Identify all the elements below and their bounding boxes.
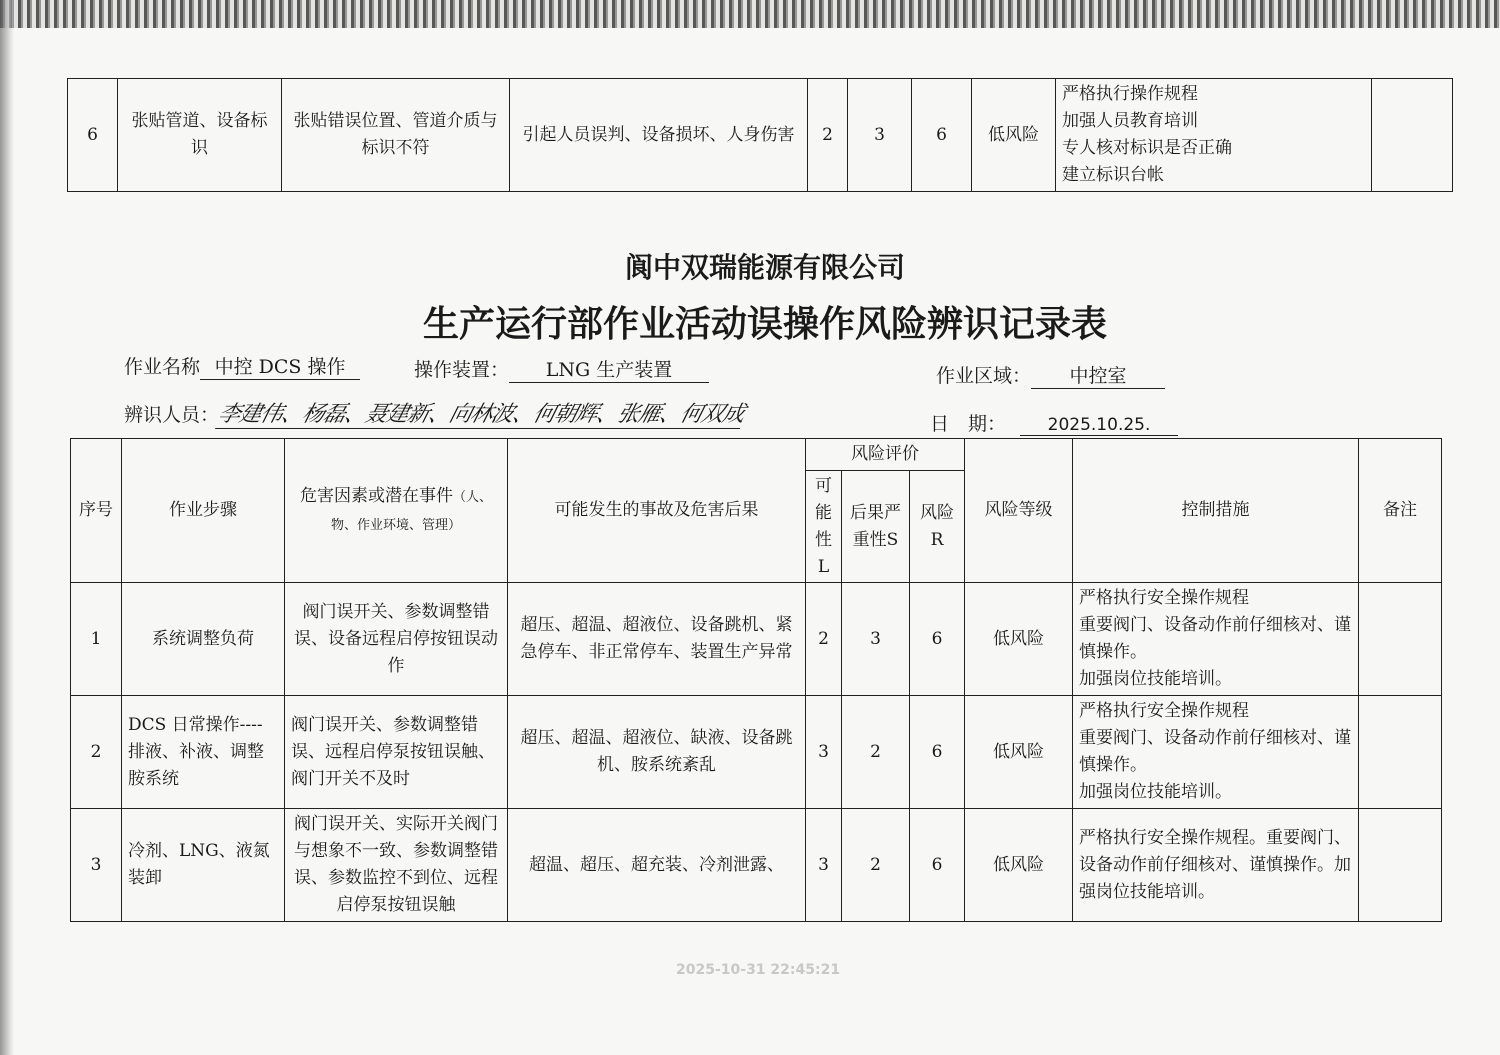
row-step: 张贴管道、设备标识 <box>118 79 282 192</box>
col-header-severity: 后果严重性S <box>842 471 910 583</box>
row-likelihood: 2 <box>806 583 842 696</box>
device-value: LNG 生产装置 <box>509 355 709 383</box>
job-name-value: 中控 DCS 操作 <box>200 352 360 380</box>
previous-page-table <box>67 78 1453 192</box>
row-severity: 3 <box>848 79 912 192</box>
row-step: 系统调整负荷 <box>122 583 285 696</box>
table-row <box>68 79 1453 192</box>
measure-line: 加强岗位技能培训。 <box>1079 782 1232 802</box>
measure-line: 严格执行安全操作规程。重要阀门、设备动作前仔细核对、谨慎操作。加强岗位技能培训。 <box>1079 827 1351 902</box>
row-remark <box>1359 583 1442 696</box>
row-measures <box>1073 696 1359 809</box>
row-risk-level: 低风险 <box>972 79 1056 192</box>
table-row <box>71 583 1442 696</box>
photo-timestamp: 2025-10-31 22:45:21 <box>676 962 841 978</box>
row-measures <box>1073 809 1359 922</box>
measure-line: 专人核对标识是否正确 <box>1062 138 1232 158</box>
measure-line: 重要阀门、设备动作前仔细核对、谨慎操作。 <box>1079 615 1351 662</box>
col-header-remark: 备注 <box>1359 439 1442 583</box>
measure-line: 严格执行安全操作规程 <box>1079 701 1249 721</box>
col-header-measures: 控制措施 <box>1073 439 1359 583</box>
row-risk: 6 <box>910 583 965 696</box>
row-number: 1 <box>71 583 122 696</box>
page-title: 生产运行部作业活动误操作风险辨识记录表 <box>422 304 1107 345</box>
job-name-label: 作业名称 <box>124 356 201 378</box>
area-field <box>936 361 1165 389</box>
row-likelihood: 3 <box>806 696 842 809</box>
row-consequence: 引起人员误判、设备损坏、人身伤害 <box>510 79 808 192</box>
row-remark <box>1372 79 1453 192</box>
row-consequence: 超压、超温、超液位、缺液、设备跳机、胺系统紊乱 <box>508 696 806 809</box>
company-name: 阆中双瑞能源有限公司 <box>624 251 905 284</box>
row-remark <box>1359 696 1442 809</box>
col-header-likelihood: 可能性L <box>806 471 842 583</box>
row-hazard: 张贴错误位置、管道介质与标识不符 <box>282 79 510 192</box>
col-header-step: 作业步骤 <box>122 439 285 583</box>
row-step: DCS 日常操作----排液、补液、调整胺系统 <box>122 696 285 809</box>
col-header-no: 序号 <box>71 439 122 583</box>
row-measures <box>1056 79 1372 192</box>
row-severity: 2 <box>842 696 910 809</box>
risk-table <box>70 438 1442 922</box>
row-consequence: 超温、超压、超充装、冷剂泄露、 <box>508 809 806 922</box>
measure-line: 严格执行安全操作规程 <box>1079 588 1249 608</box>
table-row <box>71 809 1442 922</box>
row-risk-level: 低风险 <box>965 809 1073 922</box>
row-likelihood: 2 <box>808 79 848 192</box>
job-name-field <box>124 352 360 380</box>
row-severity: 3 <box>842 583 910 696</box>
table-row <box>71 696 1442 809</box>
identifier-field <box>124 397 747 429</box>
hazard-header-note: （人、物、作业环境、管理） <box>330 489 492 533</box>
identifier-signature: 李建伟、杨磊、聂建新、向林波、何朝辉、张雁、何双成 <box>215 397 748 429</box>
row-hazard: 阀门误开关、参数调整错误、远程启停泵按钮误触、阀门开关不及时 <box>285 696 508 809</box>
row-measures <box>1073 583 1359 696</box>
row-hazard: 阀门误开关、参数调整错误、设备远程启停按钮误动作 <box>285 583 508 696</box>
row-likelihood: 3 <box>806 809 842 922</box>
scan-edge-top <box>0 0 1500 28</box>
measure-line: 加强岗位技能培训。 <box>1079 669 1232 689</box>
row-severity: 2 <box>842 809 910 922</box>
measure-line: 建立标识台帐 <box>1062 165 1164 185</box>
date-field <box>930 409 1178 436</box>
row-number: 6 <box>68 79 118 192</box>
area-label: 作业区域： <box>936 365 1032 387</box>
scan-edge-left <box>0 0 14 1055</box>
col-header-consequence: 可能发生的事故及危害后果 <box>508 439 806 583</box>
row-risk-level: 低风险 <box>965 583 1073 696</box>
col-header-hazard <box>285 439 508 583</box>
area-value: 中控室 <box>1031 361 1165 389</box>
row-risk-level: 低风险 <box>965 696 1073 809</box>
row-remark <box>1359 809 1442 922</box>
row-risk: 6 <box>910 809 965 922</box>
measure-line: 重要阀门、设备动作前仔细核对、谨慎操作。 <box>1079 728 1351 775</box>
identifier-label: 辨识人员： <box>124 404 220 426</box>
device-field <box>414 355 709 383</box>
row-hazard: 阀门误开关、实际开关阀门与想象不一致、参数调整错误、参数监控不到位、远程启停泵按钮误触 <box>285 809 508 922</box>
row-risk: 6 <box>910 696 965 809</box>
measure-line: 严格执行操作规程 <box>1062 84 1198 104</box>
row-number: 2 <box>71 696 122 809</box>
row-risk: 6 <box>912 79 972 192</box>
row-consequence: 超压、超温、超液位、设备跳机、紧急停车、非正常停车、装置生产异常 <box>508 583 806 696</box>
row-number: 3 <box>71 809 122 922</box>
device-label: 操作装置： <box>414 359 510 381</box>
col-header-level: 风险等级 <box>965 439 1073 583</box>
hazard-header-text: 危害因素或潜在事件 <box>299 485 453 506</box>
col-header-risk-eval: 风险评价 <box>806 439 965 471</box>
table-header-row <box>71 439 1442 471</box>
measure-line: 加强人员教育培训 <box>1062 111 1198 131</box>
date-value: 2025.10.25. <box>1020 415 1178 436</box>
col-header-risk: 风险R <box>910 471 965 583</box>
date-label: 日 期： <box>930 413 1007 435</box>
row-step: 冷剂、LNG、液氮装卸 <box>122 809 285 922</box>
